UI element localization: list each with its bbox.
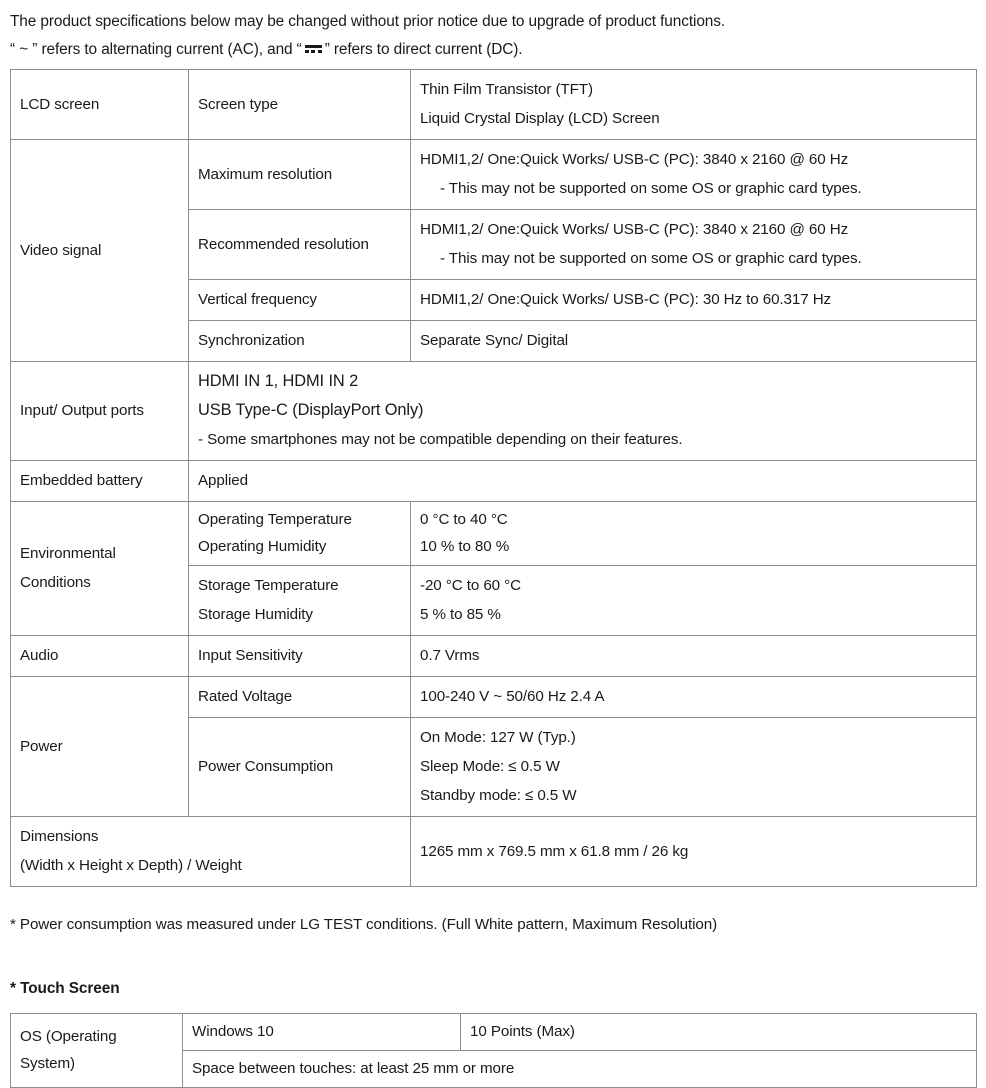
row-value-storage-conditions: [411, 566, 977, 636]
row-value-io-ports: [189, 362, 977, 461]
row-sublabel-vertical-frequency: [189, 280, 411, 321]
value-text: Separate Sync/ Digital: [420, 332, 569, 349]
row-label-embedded-battery: [11, 461, 189, 502]
touch-screen-heading: * Touch Screen: [10, 980, 120, 997]
table-row-environmental-operating: [11, 502, 977, 566]
power-consumption-footnote: * Power consumption was measured under LG TEST conditions. (Full White pattern, Maximum Resolution): [10, 916, 718, 933]
row-sublabel-input-sensitivity: [189, 636, 411, 677]
row-sublabel-maximum-resolution: [189, 140, 411, 210]
table-row-audio: [11, 636, 977, 677]
table-row-lcd-screen: [11, 70, 977, 140]
sublabel-storage-humidity: Storage Humidity: [198, 606, 313, 623]
label-line-1: Dimensions: [20, 828, 99, 845]
label-text: Video signal: [20, 241, 102, 259]
row-label-environmental-conditions: [11, 502, 189, 636]
sublabel-operating-humidity: Operating Humidity: [198, 538, 327, 555]
sublabel-text: Synchronization: [198, 332, 305, 349]
value-line-1: HDMI IN 1, HDMI IN 2: [198, 372, 359, 390]
row-value-dimensions: [411, 817, 977, 887]
row-label-audio: [11, 636, 189, 677]
value-operating-temperature: 0 °C to 40 °C: [420, 511, 508, 528]
sublabel-text: Rated Voltage: [198, 688, 293, 705]
value-note: - This may not be supported on some OS or graphic card types.: [440, 180, 862, 197]
value-text: 10 Points (Max): [470, 1023, 575, 1040]
row-sublabel-rated-voltage: [189, 677, 411, 718]
value-text: 1265 mm x 769.5 mm x 61.8 mm / 26 kg: [420, 842, 689, 860]
table-row-embedded-battery: [11, 461, 977, 502]
label-text: Audio: [20, 647, 59, 664]
row-value-vertical-frequency: [411, 280, 977, 321]
sublabel-text: Recommended resolution: [198, 235, 369, 253]
table-row-io-ports: [11, 362, 977, 461]
label-line-1: Environmental: [20, 545, 116, 562]
row-sublabel-operating-conditions: [189, 502, 411, 566]
row-value-rated-voltage: [411, 677, 977, 718]
row-value-os: [183, 1014, 461, 1051]
row-value-maximum-resolution: [411, 140, 977, 210]
sublabel-storage-temperature: Storage Temperature: [198, 577, 339, 594]
row-value-input-sensitivity: [411, 636, 977, 677]
intro-line-2: [10, 36, 976, 64]
value-standby-mode: Standby mode: ≤ 0.5 W: [420, 787, 577, 804]
row-label-io-ports: [11, 362, 189, 461]
label-text: LCD screen: [20, 95, 100, 113]
row-sublabel-screen-type: [189, 70, 411, 140]
value-storage-humidity: 5 % to 85 %: [420, 606, 501, 623]
intro-line-1: The product specifications below may be changed without prior notice due to upgrade of product functions.: [10, 13, 726, 30]
value-note: - Some smartphones may not be compatible depending on their features.: [198, 431, 683, 448]
row-sublabel-synchronization: [189, 321, 411, 362]
value-text: 0.7 Vrms: [420, 647, 480, 664]
table-row-rated-voltage: [11, 677, 977, 718]
row-value-touch-spacing: [183, 1051, 977, 1088]
value-text: HDMI1,2/ One:Quick Works/ USB-C (PC): 3840 x 2160 @ 60 Hz: [420, 221, 849, 238]
row-value-touch-points: [461, 1014, 977, 1051]
row-sublabel-power-consumption: [189, 718, 411, 817]
specifications-table: [10, 69, 977, 887]
value-note: - This may not be supported on some OS or graphic card types.: [440, 250, 862, 267]
row-value-synchronization: [411, 321, 977, 362]
label-line-2: System): [20, 1055, 75, 1072]
row-label-video-signal: [11, 140, 189, 362]
row-value-screen-type: [411, 70, 977, 140]
sublabel-text: Vertical frequency: [198, 291, 317, 308]
value-text: HDMI1,2/ One:Quick Works/ USB-C (PC): 3840 x 2160 @ 60 Hz: [420, 151, 849, 168]
sublabel-text: Maximum resolution: [198, 165, 333, 183]
row-sublabel-storage-conditions: [189, 566, 411, 636]
value-line-2: USB Type-C (DisplayPort Only): [198, 401, 424, 419]
intro-notes: [10, 0, 976, 64]
sublabel-text: Power Consumption: [198, 758, 334, 775]
row-value-operating-conditions: [411, 502, 977, 566]
label-text: Embedded battery: [20, 472, 143, 489]
row-value-embedded-battery: [189, 461, 977, 502]
value-storage-temperature: -20 °C to 60 °C: [420, 577, 521, 594]
table-row-dimensions: [11, 817, 977, 887]
sublabel-text: Input Sensitivity: [198, 647, 303, 664]
row-label-power: [11, 677, 189, 817]
row-value-recommended-resolution: [411, 210, 977, 280]
value-line-2: Liquid Crystal Display (LCD) Screen: [420, 110, 660, 127]
intro-line-2-suffix: ” refers to direct current (DC).: [324, 41, 523, 58]
value-on-mode: On Mode: 127 W (Typ.): [420, 729, 576, 746]
row-value-power-consumption: [411, 718, 977, 817]
touch-screen-table: [10, 1013, 977, 1088]
value-text: Applied: [198, 472, 248, 489]
row-label-dimensions: [11, 817, 411, 887]
value-text: HDMI1,2/ One:Quick Works/ USB-C (PC): 30 Hz to 60.317 Hz: [420, 291, 832, 308]
value-operating-humidity: 10 % to 80 %: [420, 538, 510, 555]
sublabel-text: Screen type: [198, 95, 278, 113]
value-text: 100-240 V ~ 50/60 Hz 2.4 A: [420, 688, 605, 705]
label-line-2: (Width x Height x Depth) / Weight: [20, 857, 242, 874]
specifications-table-wrapper: [10, 69, 976, 887]
sublabel-operating-temperature: Operating Temperature: [198, 511, 352, 528]
row-label-os: [11, 1014, 183, 1088]
value-text: Space between touches: at least 25 mm or more: [192, 1060, 515, 1077]
value-line-1: Thin Film Transistor (TFT): [420, 81, 593, 98]
intro-line-2-prefix: “ ~ ” refers to alternating current (AC), and “: [10, 41, 302, 58]
value-sleep-mode: Sleep Mode: ≤ 0.5 W: [420, 758, 560, 775]
touch-screen-table-wrapper: [10, 1013, 976, 1088]
label-text: Power: [20, 737, 63, 755]
direct-current-symbol-icon: [305, 44, 322, 55]
value-text: Windows 10: [192, 1023, 274, 1040]
row-sublabel-recommended-resolution: [189, 210, 411, 280]
table-row-maximum-resolution: [11, 140, 977, 210]
label-line-1: OS (Operating: [20, 1028, 117, 1045]
label-text: Input/ Output ports: [20, 402, 144, 419]
row-label-lcd-screen: [11, 70, 189, 140]
label-line-2: Conditions: [20, 574, 91, 591]
table-row-touch-os: [11, 1014, 977, 1051]
